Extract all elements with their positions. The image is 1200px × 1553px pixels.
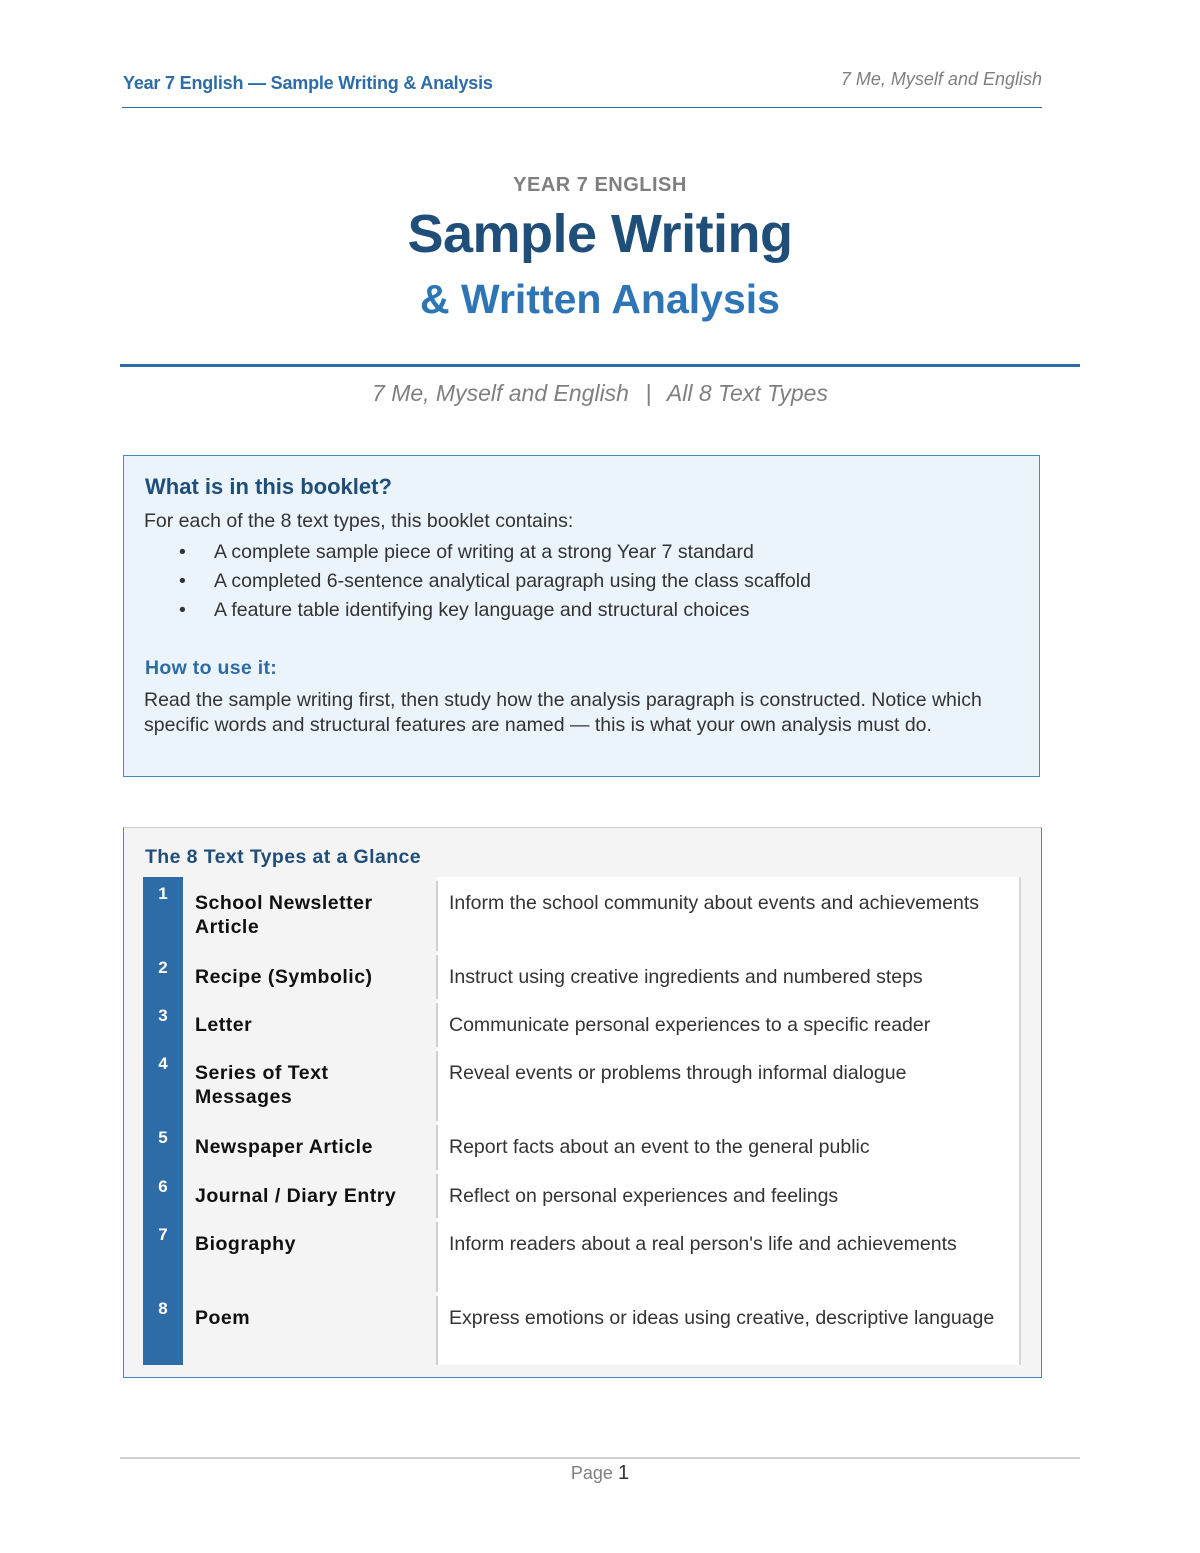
cell-divider	[436, 1051, 438, 1121]
list-item	[144, 598, 811, 627]
text-type-purpose: Communicate personal experiences to a specific reader	[449, 1014, 931, 1036]
text-type-purpose: Express emotions or ideas using creative, descriptive language	[449, 1307, 995, 1329]
row-number: 2	[158, 958, 168, 977]
tagline-unit: 7 Me, Myself and English	[372, 380, 629, 406]
booklet-contents-list	[144, 540, 811, 627]
list-item-text: A completed 6-sentence analytical paragraph using the class scaffold	[214, 570, 811, 592]
table-row	[143, 1218, 1021, 1292]
list-item-text: A feature table identifying key language and structural choices	[214, 599, 750, 621]
how-to-use-heading: How to use it:	[145, 657, 278, 679]
cell-divider	[436, 1174, 438, 1218]
tagline-separator: |	[645, 380, 652, 406]
cell-divider	[436, 1003, 438, 1047]
row-number: 6	[158, 1177, 168, 1196]
booklet-info-intro: For each of the 8 text types, this booklet contains:	[144, 510, 574, 532]
text-type-name: Letter	[195, 1014, 253, 1036]
page-subtitle: & Written Analysis	[420, 276, 780, 322]
page-number: 1	[617, 1462, 630, 1484]
page-footer	[0, 1462, 1200, 1485]
text-type-purpose: Reveal events or problems through informal dialogue	[449, 1062, 907, 1084]
booklet-info-heading: What is in this booklet?	[145, 474, 392, 499]
table-row	[143, 999, 1021, 1047]
table-row	[143, 1047, 1021, 1121]
row-number: 5	[158, 1128, 168, 1147]
table-row	[143, 1170, 1021, 1218]
page-title: Sample Writing	[407, 204, 793, 264]
bullet-icon: •	[179, 570, 186, 592]
title-divider	[120, 364, 1080, 367]
row-number: 4	[158, 1054, 168, 1073]
cell-divider	[436, 1125, 438, 1170]
cell-divider	[436, 1296, 438, 1365]
table-row	[143, 877, 1021, 951]
text-type-name: School Newsletter Article	[195, 892, 373, 938]
table-row	[143, 1292, 1021, 1365]
page-label: Page	[570, 1463, 613, 1483]
text-type-name: Series of Text Messages	[195, 1062, 329, 1108]
running-header-title: Year 7 English — Sample Writing & Analysis	[123, 73, 493, 93]
bullet-icon: •	[179, 599, 186, 621]
table-right-border	[1019, 877, 1021, 1365]
unit-tagline	[0, 380, 1200, 407]
bullet-icon: •	[179, 541, 186, 563]
cell-divider	[436, 955, 438, 999]
tagline-scope: All 8 Text Types	[666, 380, 828, 406]
list-item	[144, 569, 811, 598]
list-item	[144, 540, 811, 569]
text-types-heading: The 8 Text Types at a Glance	[145, 846, 421, 868]
text-types-table	[143, 877, 1021, 1365]
text-type-purpose: Inform the school community about events and achievements	[449, 892, 980, 914]
footer-divider	[120, 1457, 1080, 1459]
text-type-name: Biography	[195, 1233, 296, 1255]
text-type-purpose: Reflect on personal experiences and feelings	[449, 1185, 839, 1207]
list-item-text: A complete sample piece of writing at a strong Year 7 standard	[214, 541, 754, 563]
row-number: 8	[158, 1299, 168, 1318]
header-divider	[122, 107, 1042, 108]
text-type-purpose: Inform readers about a real person's life and achievements	[449, 1233, 957, 1255]
row-number: 7	[158, 1225, 168, 1244]
table-row	[143, 1121, 1021, 1170]
text-type-name: Journal / Diary Entry	[195, 1185, 397, 1207]
running-header-unit: 7 Me, Myself and English	[840, 69, 1042, 89]
text-type-purpose: Instruct using creative ingredients and numbered steps	[449, 966, 923, 988]
text-type-name: Poem	[195, 1307, 251, 1329]
course-kicker: YEAR 7 ENGLISH	[513, 174, 687, 196]
table-row	[143, 951, 1021, 999]
cell-divider	[436, 881, 438, 951]
text-type-name: Newspaper Article	[195, 1136, 373, 1158]
text-type-purpose: Report facts about an event to the general public	[449, 1136, 870, 1158]
text-type-name: Recipe (Symbolic)	[195, 966, 373, 988]
row-number: 1	[158, 884, 168, 903]
row-number: 3	[158, 1006, 168, 1025]
cell-divider	[436, 1222, 438, 1292]
how-to-use-text: Read the sample writing first, then study how the analysis paragraph is constructed. Notice which specific words and structural features are named — this is what your own analysis must do.	[144, 689, 982, 736]
